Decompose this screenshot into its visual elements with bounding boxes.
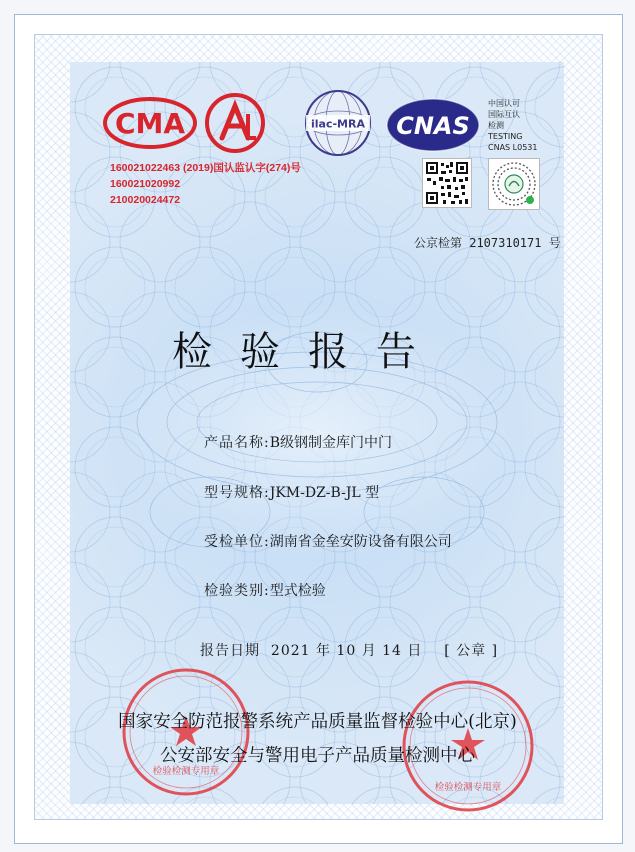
qr-code-icon[interactable] [422,158,472,208]
field-category [204,580,326,600]
mutual-line-1: 中国认可 [488,99,520,108]
cma-logo [102,96,198,150]
cert-numbers [110,160,350,208]
issuer-line-1: 国家安全防范报警系统产品质量监督检验中心(北京) [118,712,517,732]
cnas-logo [384,96,482,154]
category-value: 型式检验 [269,583,326,599]
right-seal-text: 检验检测专用章 [434,782,502,793]
cnas-logo-text: CNAS [396,112,470,140]
mini-program-code-icon[interactable] [488,158,540,210]
report-date-row [200,640,498,660]
cert-code-3: 210020024472 [110,194,181,206]
report-title: 检验报告 [172,329,444,375]
left-seal-text: 检验检测专用章 [152,766,220,777]
seal-note: [ 公章 ] [444,643,499,659]
cert-code-2: 160021020992 [110,178,181,190]
client-value: 湖南省金垒安防设备有限公司 [269,534,452,550]
ilac-mra-logo [300,88,376,158]
product-name-value: B级钢制金库门中门 [269,435,393,451]
client-label: 受检单位: [204,534,270,550]
issuer-line-2: 公安部安全与警用电子产品质量检测中心 [160,746,475,766]
report-date-label: 报告日期 [200,643,260,659]
mutual-recognition-block [488,98,558,153]
mutual-line-3: 检测 [488,121,504,130]
cma-logo-text: CMA [114,107,186,140]
model-value: JKM-DZ-B-JL 型 [269,485,380,501]
mutual-line-5: CNAS L0531 [488,143,538,152]
report-date-value: 2021 年 10 月 14 日 [270,643,423,659]
mutual-line-2: 国际互认 [488,110,520,119]
field-model [204,482,379,502]
model-label: 型号规格: [204,485,270,501]
field-client [204,531,452,551]
report-number: 公京检第 2107310171 号 [414,236,561,250]
cert-ref: (2019)国认监认字(274)号 [183,162,301,174]
mutual-line-4: TESTING [488,132,523,141]
ilac-logo-text: ilac-MRA [311,117,365,131]
category-label: 检验类别: [204,583,270,599]
cal-logo [204,92,266,154]
field-product-name [204,432,392,452]
cert-code-1: 160021022463 [110,162,181,174]
product-name-label: 产品名称: [204,435,270,451]
